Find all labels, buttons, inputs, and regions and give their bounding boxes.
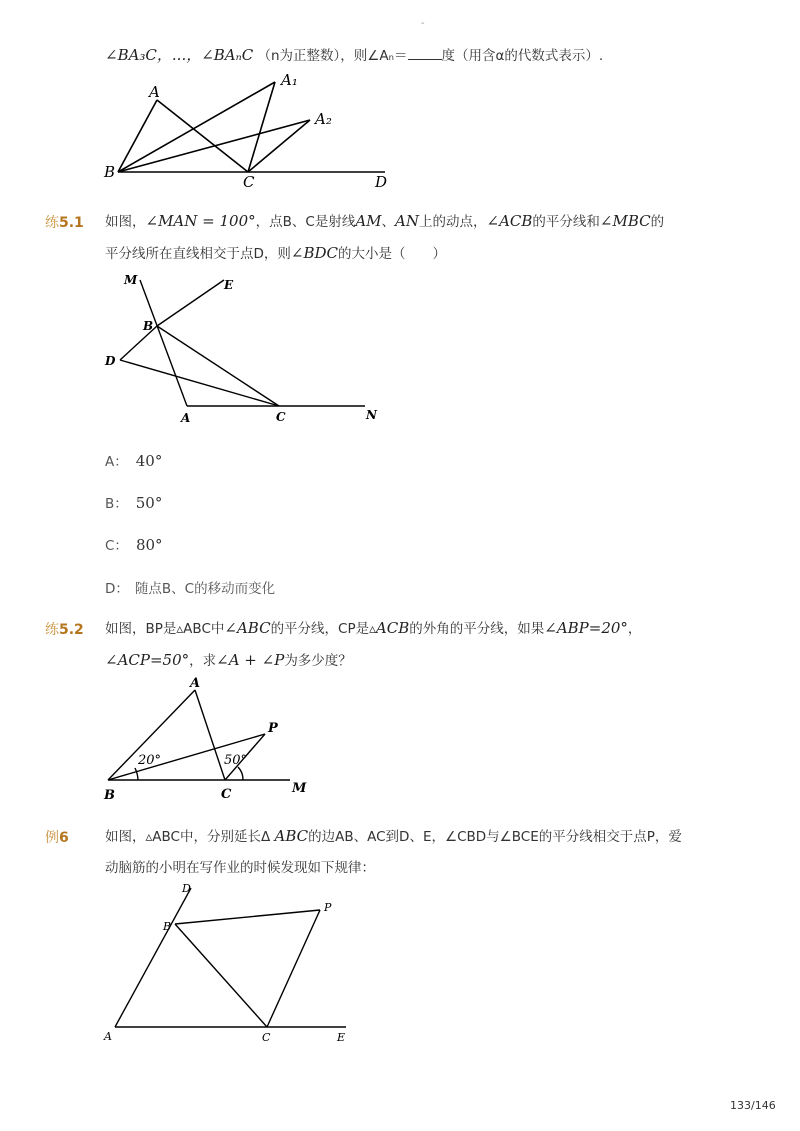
label-angle-50: 50° [224, 753, 248, 768]
label-a1: A₁ [281, 71, 298, 89]
exercise-5-1-label [45, 212, 84, 232]
math-mbc: ∠MBC [599, 212, 651, 230]
example-number: 6 [59, 830, 69, 846]
option-c[interactable] [105, 534, 163, 554]
ray-am [140, 280, 187, 406]
label-a: A [149, 83, 160, 101]
text: 的大小是（ ） [338, 246, 447, 262]
segment-ac [157, 100, 248, 172]
intro-line [105, 45, 603, 66]
text: 的 [650, 214, 665, 230]
segment-pc [267, 910, 320, 1027]
text: 如图， [105, 214, 146, 230]
math-acp: ∠ACP=50° [105, 651, 190, 669]
label-c: C [276, 410, 286, 424]
example-6-label [45, 827, 69, 847]
math-am: AM [355, 212, 382, 230]
math-angle-man: ∠MAN = 100° [145, 212, 256, 230]
label-b: B [104, 788, 115, 803]
page-number: 133/146 [730, 1099, 776, 1112]
option-letter: C： [105, 538, 128, 554]
option-letter: B： [105, 496, 128, 512]
text: 的平分线，CP是▵ [270, 621, 376, 637]
label-n: N [366, 408, 377, 422]
intro-angles: ∠BA₃C，...，∠BAₙC [105, 46, 254, 64]
header-mark: - [421, 18, 425, 29]
segment-bc [157, 326, 279, 406]
option-d[interactable] [105, 577, 275, 597]
text: 如图，BP是▵ABC中 [105, 621, 225, 637]
exercise-number: 5.2 [59, 622, 84, 638]
label-b: B [143, 319, 154, 333]
label-e: E [224, 278, 234, 292]
text: ，求 [189, 653, 217, 669]
option-b[interactable] [105, 492, 162, 512]
label-p: P [268, 721, 278, 736]
option-letter: A： [105, 454, 128, 470]
figure-5-1 [100, 268, 390, 428]
math-abc: ∠ABC [224, 619, 271, 637]
label-c: C [262, 1031, 271, 1044]
text: 动脑筋的小明在写作业的时候发现如下规律： [105, 860, 375, 876]
figure-5-2 [100, 672, 320, 807]
exercise-5-2-label [45, 619, 84, 639]
text: 的平分线和 [532, 214, 600, 230]
option-value: 随点B、C的移动而变化 [134, 581, 276, 597]
label-b: B [163, 920, 172, 933]
text: 的外角的平分线，如果 [409, 621, 545, 637]
text: 、 [381, 214, 396, 230]
label-b: B [104, 163, 116, 181]
math-bdc: ∠BDC [290, 244, 339, 262]
exercise-5-2-line2 [105, 650, 352, 671]
exercise-5-1-line2 [105, 243, 446, 264]
ray-be [157, 280, 224, 326]
option-letter: D： [105, 581, 129, 597]
example-6-line1 [105, 826, 682, 847]
option-value: 80° [135, 536, 163, 554]
text: ， [627, 621, 642, 637]
exercise-prefix: 练 [45, 215, 59, 231]
segment-ac [195, 690, 225, 780]
label-m: M [292, 781, 307, 796]
option-a[interactable] [105, 450, 162, 470]
label-d: D [375, 173, 388, 191]
text: ，点B、C是射线 [255, 214, 356, 230]
segment-ba2 [118, 120, 310, 172]
exercise-5-2-line1 [105, 618, 641, 639]
label-p: P [324, 901, 332, 914]
ray-ad [115, 888, 191, 1027]
figure-angle-sequence [95, 70, 405, 195]
exercise-5-1-line1 [105, 211, 664, 232]
label-d: D [105, 354, 116, 368]
segment-bp [175, 910, 320, 924]
figure-6 [100, 880, 360, 1045]
intro-tail: 度（用含α的代数式表示）. [441, 48, 604, 64]
math-an: AN [395, 212, 419, 230]
segment-dc [120, 360, 279, 406]
answer-blank [408, 45, 442, 60]
label-c: C [243, 173, 255, 191]
label-c: C [221, 787, 232, 802]
label-a2: A₂ [315, 110, 332, 128]
label-a: A [181, 411, 191, 425]
math-acb: ACB [375, 619, 410, 637]
text: 上的动点， [419, 214, 487, 230]
math-acb: ∠ACB [486, 212, 533, 230]
arc-pcm [238, 767, 243, 780]
math-abp: ∠ABP=20° [544, 619, 628, 637]
label-a: A [190, 676, 201, 691]
text: 平分线所在直线相交于点D，则 [105, 246, 291, 262]
segment-bc [175, 924, 267, 1027]
label-e: E [337, 1031, 346, 1044]
arc-abp [135, 768, 138, 780]
label-a: A [104, 1030, 112, 1043]
text: 如图，▵ABC中，分别延长Δ [105, 829, 275, 845]
label-m: M [124, 273, 138, 287]
text: 的边AB、AC到D、E，∠CBD与∠BCE的平分线相交于点P，爱 [308, 829, 682, 845]
option-value: 40° [135, 452, 163, 470]
math-sum: ∠A + ∠P [216, 651, 285, 669]
example-prefix: 例 [45, 830, 59, 846]
intro-paren: （n为正整数），则∠Aₙ＝ [257, 48, 408, 64]
option-value: 50° [135, 494, 163, 512]
example-6-line2 [105, 858, 375, 878]
label-angle-20: 20° [138, 753, 162, 768]
math-abc: ABC [274, 827, 309, 845]
exercise-number: 5.1 [59, 215, 84, 231]
exercise-prefix: 练 [45, 622, 59, 638]
label-d: D [182, 882, 191, 895]
text: 为多少度？ [284, 653, 352, 669]
